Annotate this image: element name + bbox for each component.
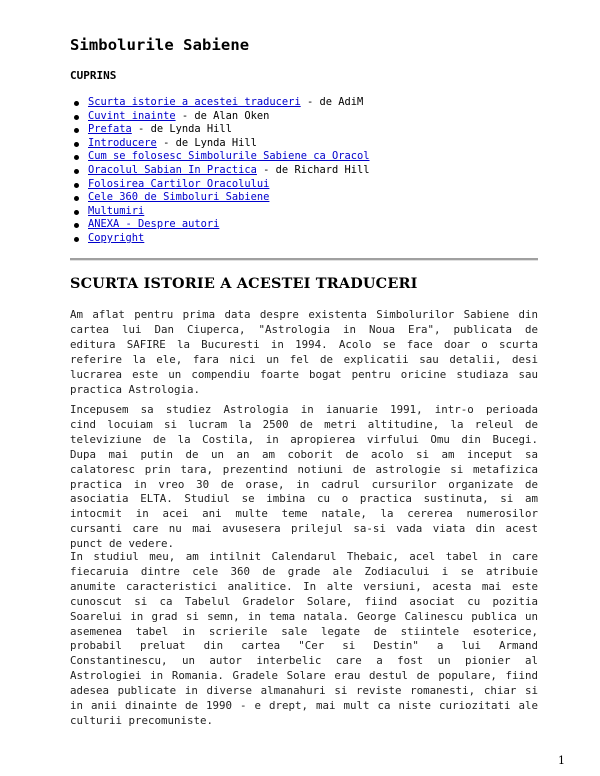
toc-link[interactable]: Multumiri (88, 204, 145, 217)
toc-link[interactable]: Folosirea Cartilor Oracolului (88, 177, 270, 190)
toc-link[interactable]: Oracolul Sabian In Practica (88, 163, 257, 176)
paragraph-line: lucrarea este un compendiu foarte bogat pentru oricine studiaza sau (70, 367, 538, 381)
toc-item (88, 164, 370, 178)
section-title: SCURTA ISTORIE A ACESTEI TRADUCERI (70, 275, 418, 292)
toc-author: - de AdiM (300, 96, 364, 108)
paragraph-line: anumite caracteristici analitice. In alte versiuni, acesta mai este (70, 579, 538, 593)
bullet-icon (74, 237, 79, 242)
toc-link[interactable]: Cum se folosesc Simbolurile Sabiene ca Oracol (88, 150, 370, 163)
toc-item (88, 178, 370, 192)
toc-link[interactable]: Cuvint inainte (88, 109, 176, 122)
document-title: Simbolurile Sabiene (70, 36, 250, 54)
toc-author: - de Alan Oken (175, 109, 270, 122)
paragraph-line: Dupa mai putin de un an am coborit de acolo si am inceput sa (70, 447, 538, 461)
paragraph-line: cartea lui Dan Ciuperca, "Astrologia in Noua Era", publicata de (70, 322, 538, 336)
paragraph-line: Soarelui in grad si semn, in tema natala. George Calinescu publica un (70, 609, 538, 623)
paragraph-line: practica in vreo 30 de orase, in cadrul cursurilor organizate de (70, 477, 538, 491)
paragraph-line: asemenea tabel in scrierile sale legate de stiintele esoterice, (70, 624, 538, 638)
paragraph-line: probabil preluat din cartea "Cer si Destin" a lui Armand (70, 639, 538, 653)
bullet-icon (74, 142, 79, 147)
toc-link[interactable]: Copyright (88, 231, 145, 244)
paragraph-line: cursanti care nu mai avusesera prilejul sa-si vada viata din acest (70, 522, 538, 536)
toc-link[interactable]: Introducere (88, 136, 157, 149)
paragraph-line: televiziune de la Costila, in apropierea virfului Omu din Bucegi. (70, 432, 538, 446)
paragraph-line: editura SAFIRE la Bucuresti in 1994. Acolo se face doar o scurta (70, 337, 538, 351)
toc-item (88, 191, 370, 205)
toc-heading: CUPRINS (70, 69, 117, 82)
bullet-icon (74, 155, 79, 160)
toc-link[interactable]: Cele 360 de Simboluri Sabiene (88, 191, 270, 204)
paragraph-line: cind locuiam si lucram la 2500 de metri altitudine, la releul de (70, 417, 538, 431)
paragraph-line: Incepusem sa studiez Astrologia in ianuarie 1991, intr-o perioada (70, 403, 538, 416)
toc-item (88, 123, 370, 137)
paragraph-line: referire la ele, fara nici un fel de explicatii sau detalii, desi (70, 352, 538, 366)
paragraph-line: adesea publicate in diverse almanahuri si reviste romanesti, chiar si (70, 684, 538, 698)
toc-item (88, 110, 370, 124)
bullet-icon (74, 169, 79, 174)
paragraph-line: cunoscut si ca Tabelul Gradelor Solare, fiind asociat cu pozitia (70, 594, 538, 608)
page-number: 1 (558, 754, 565, 767)
paragraph-line: asociatia ELTA. Studiul se imbina cu o practica sustinuta, si am (70, 492, 538, 506)
bullet-icon (74, 223, 79, 228)
paragraph-1 (70, 308, 538, 397)
paragraph-line: practica Astrologia. (70, 382, 201, 396)
paragraph-line: Am aflat pentru prima data despre existenta Simbolurilor Sabiene din (70, 308, 538, 321)
bullet-icon (74, 128, 79, 133)
paragraph-line: in anii dinainte de 1990 - e drept, mai mult ca niste curiozitati ale (70, 699, 538, 713)
bullet-icon (74, 115, 79, 120)
toc-item (88, 232, 370, 246)
table-of-contents (88, 96, 370, 246)
toc-item (88, 150, 370, 164)
paragraph-line: calatoresc prin tara, prezentind notiuni de astrologie si metafizica (70, 462, 538, 476)
toc-item (88, 137, 370, 151)
toc-item (88, 218, 370, 232)
toc-item (88, 96, 370, 110)
paragraph-line: culturii precomuniste. (70, 713, 214, 727)
toc-author: - de Lynda Hill (131, 123, 232, 136)
paragraph-3 (70, 550, 538, 729)
bullet-icon (74, 210, 79, 215)
paragraph-2 (70, 403, 538, 552)
paragraph-line: Astrologiei in Romania. Gradele Solare erau destul de populare, fiind (70, 669, 538, 683)
toc-item (88, 205, 370, 219)
toc-link[interactable]: Prefata (88, 123, 132, 136)
toc-author: - de Richard Hill (256, 163, 370, 176)
toc-author: - de Lynda Hill (156, 136, 257, 149)
bullet-icon (74, 101, 79, 106)
paragraph-line: fiecaruia dintre cele 360 de grade ale Zodiacului i se atribuie (70, 564, 538, 578)
bullet-icon (74, 196, 79, 201)
toc-link[interactable]: ANEXA - Despre autori (88, 218, 220, 231)
paragraph-line: In studiul meu, am intilnit Calendarul Thebaic, acel tabel in care (70, 550, 538, 563)
paragraph-line: punct de vedere. (70, 537, 175, 551)
paragraph-line: intocmit in acei ani multe teme natale, la cererea numerosilor (70, 507, 538, 521)
horizontal-divider (70, 258, 538, 261)
bullet-icon (74, 183, 79, 188)
paragraph-line: Constantinescu, un autor interbelic care a fost un pionier al (70, 654, 538, 668)
toc-link[interactable]: Scurta istorie a acestei traduceri (88, 96, 301, 108)
